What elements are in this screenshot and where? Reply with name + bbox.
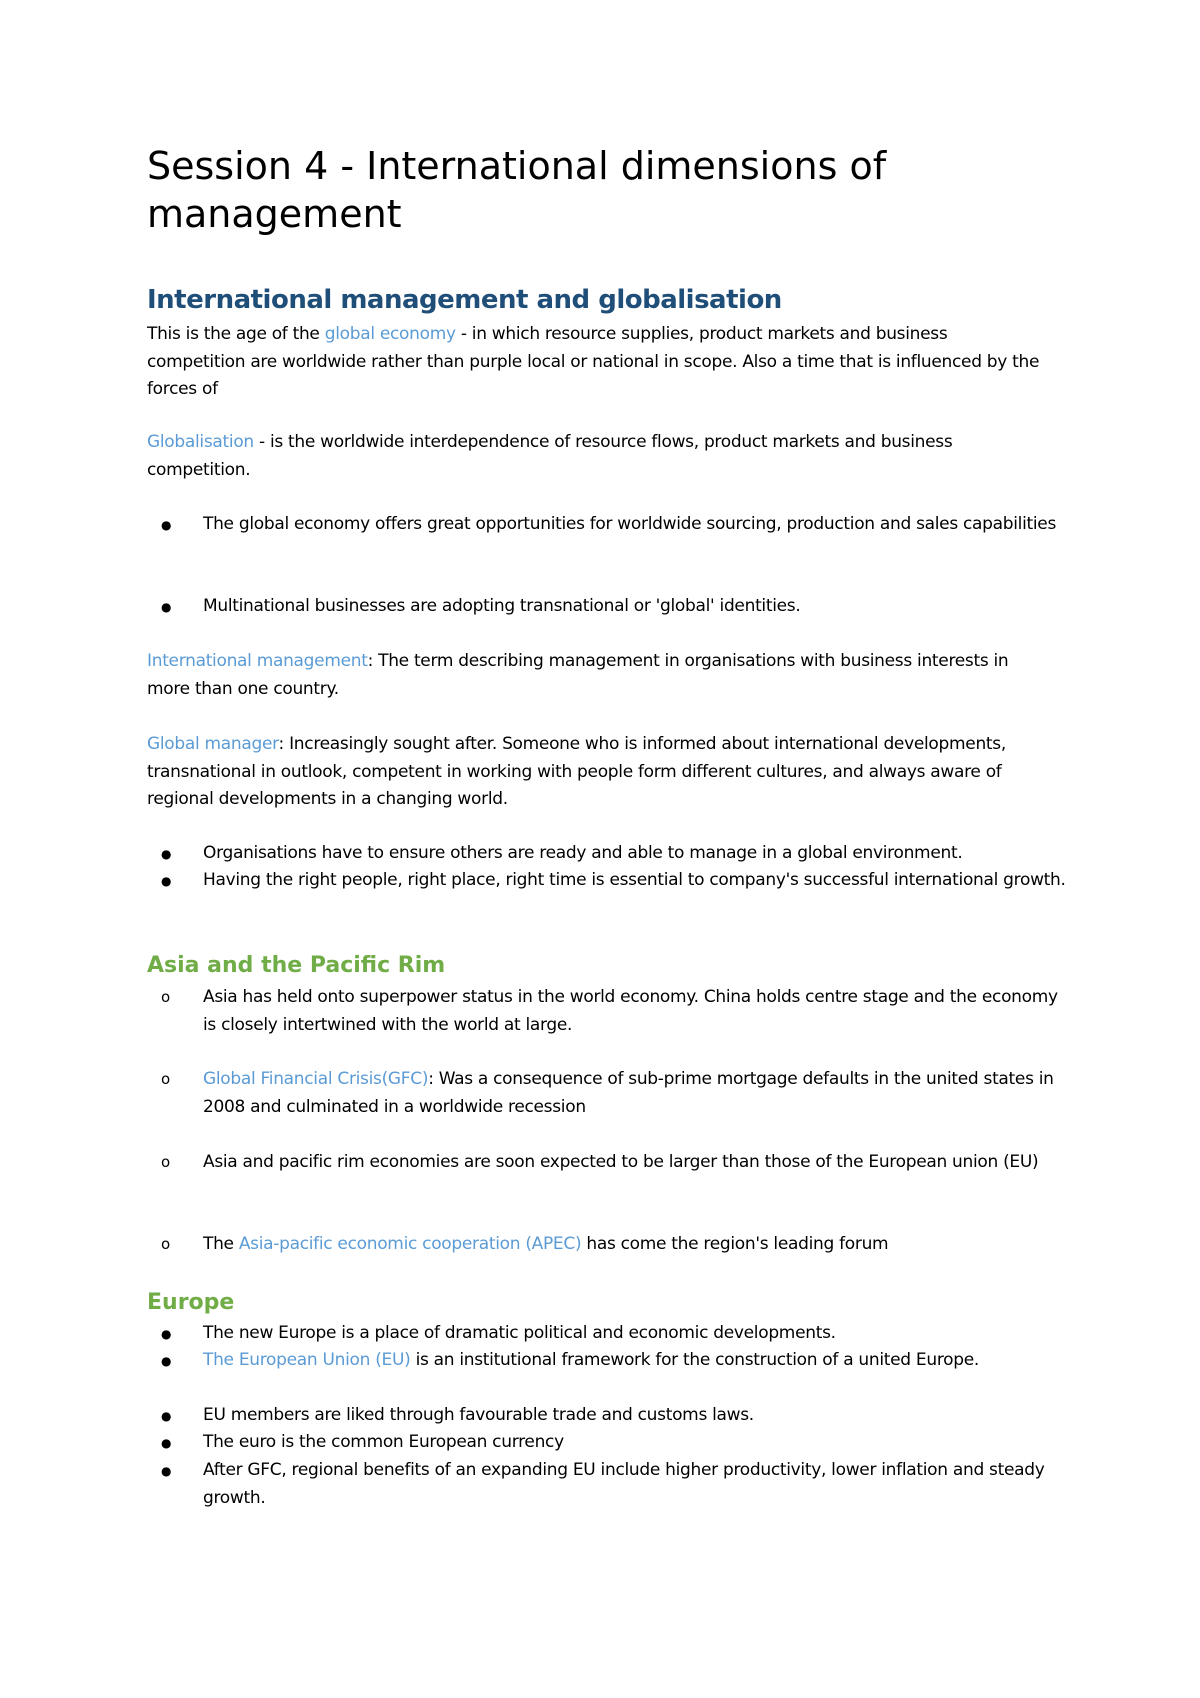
term-european-union: The European Union (EU)	[203, 1350, 411, 1370]
circle-bullet-icon	[161, 1149, 181, 1177]
list-item: After GFC, regional benefits of an expanding EU include higher productivity, lower inflation and steady growth.	[203, 1460, 1045, 1508]
paragraph-international-management: International management: The term describing management in organisations with business interests in more than one country.	[147, 651, 1009, 699]
list-item: Having the right people, right place, right time is essential to company's successful international growth.	[203, 870, 1066, 890]
term-globalisation: Globalisation	[147, 432, 254, 452]
bullet-icon	[161, 840, 181, 869]
list-item: The new Europe is a place of dramatic political and economic developments.	[203, 1323, 836, 1343]
list-item: Asia has held onto superpower status in the world economy. China holds centre stage and the economy is closely intertwined with the world at large.	[203, 987, 1058, 1035]
bullet-icon	[161, 867, 181, 896]
bullet-icon	[161, 1320, 181, 1349]
bullet-icon	[161, 511, 181, 540]
circle-bullet-icon	[161, 984, 181, 1012]
circle-bullet-icon	[161, 1066, 181, 1094]
section-heading-europe: Europe	[147, 1290, 235, 1315]
term-global-economy: global economy	[324, 324, 456, 344]
list-item: The Asia-pacific economic cooperation (APEC) has come the region's leading forum	[203, 1234, 889, 1254]
list-item: The global economy offers great opportunities for worldwide sourcing, production and sales capabilities	[203, 514, 1057, 534]
section-heading-globalisation: International management and globalisation	[147, 285, 782, 315]
bullet-icon	[161, 1457, 181, 1486]
term-apec: Asia-pacific economic cooperation (APEC)	[238, 1234, 582, 1254]
circle-bullet-icon	[161, 1231, 181, 1259]
term-gfc: Global Financial Crisis(GFC)	[203, 1069, 429, 1089]
list-item: Organisations have to ensure others are ready and able to manage in a global environment.	[203, 843, 963, 863]
bullet-icon	[161, 1347, 181, 1376]
section-heading-asia: Asia and the Pacific Rim	[147, 953, 446, 978]
bullet-icon	[161, 1429, 181, 1458]
term-international-management: International management	[147, 651, 368, 671]
list-item: Asia and pacific rim economies are soon expected to be larger than those of the European union (EU)	[203, 1152, 1039, 1172]
list-item: The euro is the common European currency	[203, 1432, 564, 1452]
page-title: Session 4 - International dimensions of management	[147, 144, 887, 236]
term-global-manager: Global manager	[147, 734, 279, 754]
list-item: The European Union (EU) is an institutional framework for the construction of a united Europe.	[203, 1350, 979, 1370]
list-item: Global Financial Crisis(GFC): Was a consequence of sub-prime mortgage defaults in the united states in 2008 and culminated in a worldwide recession	[203, 1069, 1054, 1117]
bullet-icon	[161, 593, 181, 622]
paragraph-global-manager: Global manager: Increasingly sought after. Someone who is informed about international developments, transnational in outlook, competent in working with people form different cultures, and always aware of regional developments in a changing world.	[147, 734, 1006, 809]
list-item: Multinational businesses are adopting transnational or 'global' identities.	[203, 596, 801, 616]
list-item: EU members are liked through favourable trade and customs laws.	[203, 1405, 754, 1425]
paragraph-global-economy: This is the age of the global economy - in which resource supplies, product markets and business competition are worldwide rather than purple local or national in scope. Also a time that is influenced by the forces of	[147, 324, 1040, 399]
bullet-icon	[161, 1402, 181, 1431]
paragraph-globalisation: Globalisation - is the worldwide interdependence of resource flows, product markets and business competition.	[147, 432, 953, 480]
